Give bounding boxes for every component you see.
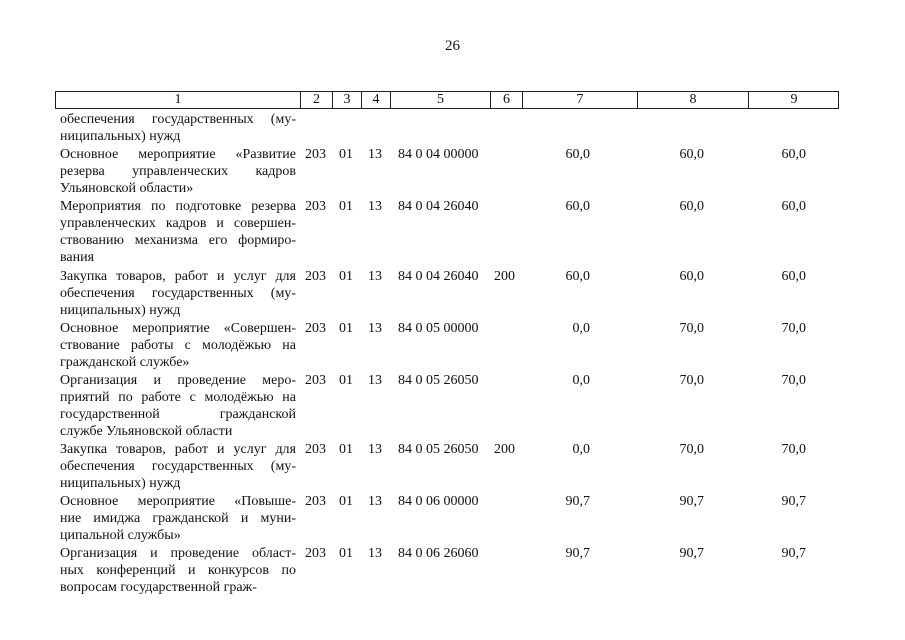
row-name-line: обеспечения государственных (му- (60, 286, 296, 301)
header-col-5: 5 (391, 92, 491, 108)
header-col-3: 3 (333, 92, 362, 108)
row-name-line: приятий по работе с молодёжью на (60, 390, 296, 405)
cell-c4: 13 (368, 373, 382, 388)
row-name-line: ниципальных) нужд (60, 129, 181, 144)
row-name-line: ние имиджа гражданской и муни- (60, 511, 296, 526)
header-col-2: 2 (301, 92, 333, 108)
cell-c8: 70,0 (679, 321, 704, 336)
row-name (60, 111, 296, 145)
cell-c7: 0,0 (572, 373, 590, 388)
cell-c5: 84 0 06 26060 (398, 546, 479, 561)
cell-c2: 203 (305, 546, 326, 561)
row-name-line: ных конференций и конкурсов по (60, 563, 296, 578)
cell-c3: 01 (339, 199, 353, 214)
header-col-7: 7 (523, 92, 638, 108)
cell-c3: 01 (339, 321, 353, 336)
row-name (60, 372, 296, 440)
row-name (60, 545, 296, 596)
cell-c7: 60,0 (565, 199, 590, 214)
cell-c7: 60,0 (565, 269, 590, 284)
row-name-line: Мероприятия по подготовке резерва (60, 199, 296, 214)
cell-c8: 60,0 (679, 269, 704, 284)
cell-c2: 203 (305, 199, 326, 214)
cell-c9: 60,0 (781, 199, 806, 214)
row-name-line: службе Ульяновской области (60, 424, 233, 439)
cell-c4: 13 (368, 199, 382, 214)
row-name-line: Организация и проведение област- (60, 546, 296, 561)
cell-c5: 84 0 05 26050 (398, 373, 479, 388)
header-col-4: 4 (362, 92, 391, 108)
cell-c9: 90,7 (781, 546, 806, 561)
cell-c2: 203 (305, 442, 326, 457)
row-name-line: ствование работы с молодёжью на (60, 338, 296, 353)
cell-c2: 203 (305, 321, 326, 336)
row-name-line: ниципальных) нужд (60, 303, 181, 318)
cell-c9: 90,7 (781, 494, 806, 509)
cell-c3: 01 (339, 269, 353, 284)
cell-c2: 203 (305, 269, 326, 284)
cell-c5: 84 0 05 26050 (398, 442, 479, 457)
cell-c5: 84 0 04 00000 (398, 147, 479, 162)
cell-c7: 60,0 (565, 147, 590, 162)
row-name-line: вопросам государственной граж- (60, 580, 257, 595)
header-col-1: 1 (56, 92, 301, 108)
cell-c9: 70,0 (781, 321, 806, 336)
cell-c9: 70,0 (781, 442, 806, 457)
row-name (60, 441, 296, 492)
row-name-line: обеспечения государственных (му- (60, 112, 296, 127)
cell-c9: 60,0 (781, 269, 806, 284)
row-name-line: ствованию механизма его формиро- (60, 233, 296, 248)
cell-c5: 84 0 04 26040 (398, 269, 479, 284)
row-name (60, 493, 296, 544)
cell-c7: 90,7 (565, 494, 590, 509)
cell-c3: 01 (339, 147, 353, 162)
cell-c5: 84 0 04 26040 (398, 199, 479, 214)
cell-c2: 203 (305, 147, 326, 162)
row-name-line: Основное мероприятие «Развитие (60, 147, 296, 162)
row-name-line: вания (60, 250, 95, 265)
cell-c4: 13 (368, 269, 382, 284)
cell-c3: 01 (339, 442, 353, 457)
cell-c6: 200 (494, 269, 515, 284)
cell-c3: 01 (339, 546, 353, 561)
cell-c3: 01 (339, 494, 353, 509)
cell-c2: 203 (305, 494, 326, 509)
row-name-line: ципальной службы» (60, 528, 181, 543)
row-name-line: обеспечения государственных (му- (60, 459, 296, 474)
row-name (60, 268, 296, 319)
header-col-6: 6 (491, 92, 523, 108)
row-name-line: гражданской службе» (60, 355, 190, 370)
cell-c8: 70,0 (679, 442, 704, 457)
header-col-8: 8 (638, 92, 749, 108)
row-name-line: ниципальных) нужд (60, 476, 181, 491)
row-name-line: Закупка товаров, работ и услуг для (60, 269, 296, 284)
cell-c4: 13 (368, 494, 382, 509)
cell-c8: 90,7 (679, 546, 704, 561)
page-number: 26 (445, 38, 460, 54)
cell-c4: 13 (368, 321, 382, 336)
cell-c9: 60,0 (781, 147, 806, 162)
row-name-line: Ульяновской области» (60, 181, 194, 196)
row-name (60, 198, 296, 266)
header-col-9: 9 (790, 92, 798, 107)
cell-c8: 70,0 (679, 373, 704, 388)
table-header (55, 91, 839, 109)
cell-c2: 203 (305, 373, 326, 388)
row-name-line: Основное мероприятие «Совершен- (60, 321, 296, 336)
cell-c6: 200 (494, 442, 515, 457)
row-name-line: управленческих кадров и совершен- (60, 216, 296, 231)
row-name (60, 146, 296, 197)
row-name (60, 320, 296, 371)
cell-c7: 90,7 (565, 546, 590, 561)
cell-c9: 70,0 (781, 373, 806, 388)
cell-c4: 13 (368, 546, 382, 561)
cell-c7: 0,0 (572, 321, 590, 336)
row-name-line: резерва управленческих кадров (60, 164, 296, 179)
row-name-line: Основное мероприятие «Повыше- (60, 494, 296, 509)
cell-c4: 13 (368, 147, 382, 162)
row-name-line: Организация и проведение меро- (60, 373, 296, 388)
cell-c3: 01 (339, 373, 353, 388)
cell-c4: 13 (368, 442, 382, 457)
cell-c5: 84 0 05 00000 (398, 321, 479, 336)
row-name-line: государственной гражданской (60, 407, 296, 422)
cell-c8: 60,0 (679, 147, 704, 162)
cell-c7: 0,0 (572, 442, 590, 457)
row-name-line: Закупка товаров, работ и услуг для (60, 442, 296, 457)
cell-c8: 90,7 (679, 494, 704, 509)
cell-c5: 84 0 06 00000 (398, 494, 479, 509)
cell-c8: 60,0 (679, 199, 704, 214)
